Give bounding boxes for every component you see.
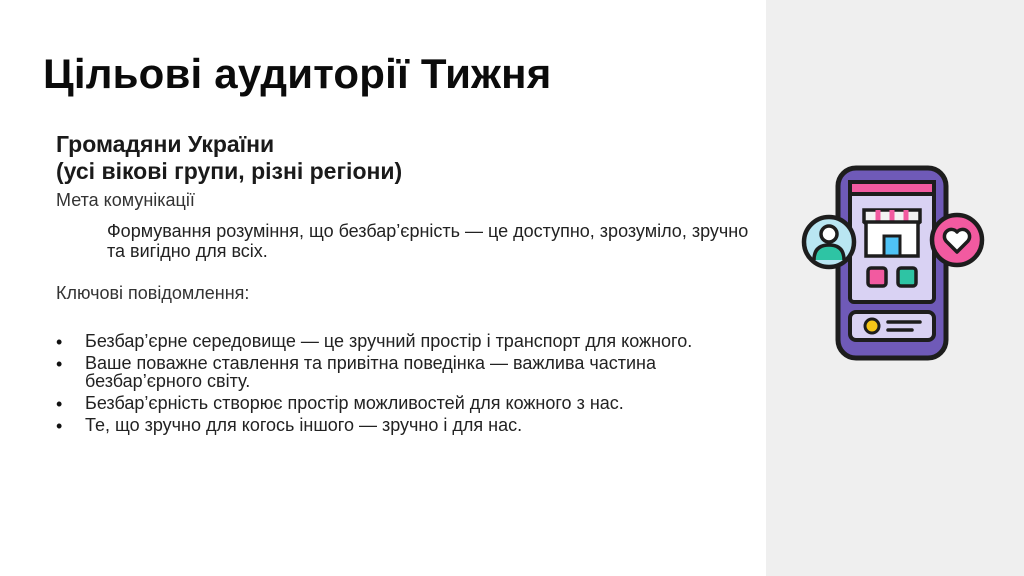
bullet-text: Безбар’єрне середовище — це зручний простір і транспорт для кожного. [85,331,693,351]
bullet-icon: • [56,394,63,414]
list-item [56,332,696,350]
user-avatar-head [821,226,837,242]
goal-label: Мета комунікації [56,190,195,210]
bullet-text: Ваше поважне ставлення та привітна поведінка — важлива частина безбар’єрного світу. [85,353,656,391]
key-messages-list [56,332,696,438]
bullet-text: Безбар’єрність створює простір можливостей для кожного з нас. [85,393,624,413]
bullet-icon: • [56,354,63,374]
user-avatar-body [814,245,844,260]
mobile-shop-icon [800,164,990,364]
key-messages-label: Ключові повідомлення: [56,283,250,303]
list-item [56,394,696,412]
list-item [56,354,696,390]
screen-top-bar [850,182,934,194]
bullet-text: Те, що зручно для когось іншого — зручно і для нас. [85,415,523,435]
shop-door [884,236,900,256]
pink-tile-icon [868,268,886,286]
target-audience-heading [56,131,402,185]
list-item [56,416,696,434]
slide-title: Цільові аудиторії Тижня [43,50,552,97]
audience-line-1: Громадяни України [56,131,275,157]
phone-bottom-panel [850,312,934,340]
goal-text: Формування розуміння, що безбар’єрність — це доступно, зрозуміло, зручно та вигідно для всіх. [107,221,749,261]
bullet-icon: • [56,332,63,352]
bullet-icon: • [56,416,63,436]
yellow-dot-icon [865,319,879,333]
audience-line-2: (усі вікові групи, різні регіони) [56,158,403,184]
teal-tile-icon [898,268,916,286]
